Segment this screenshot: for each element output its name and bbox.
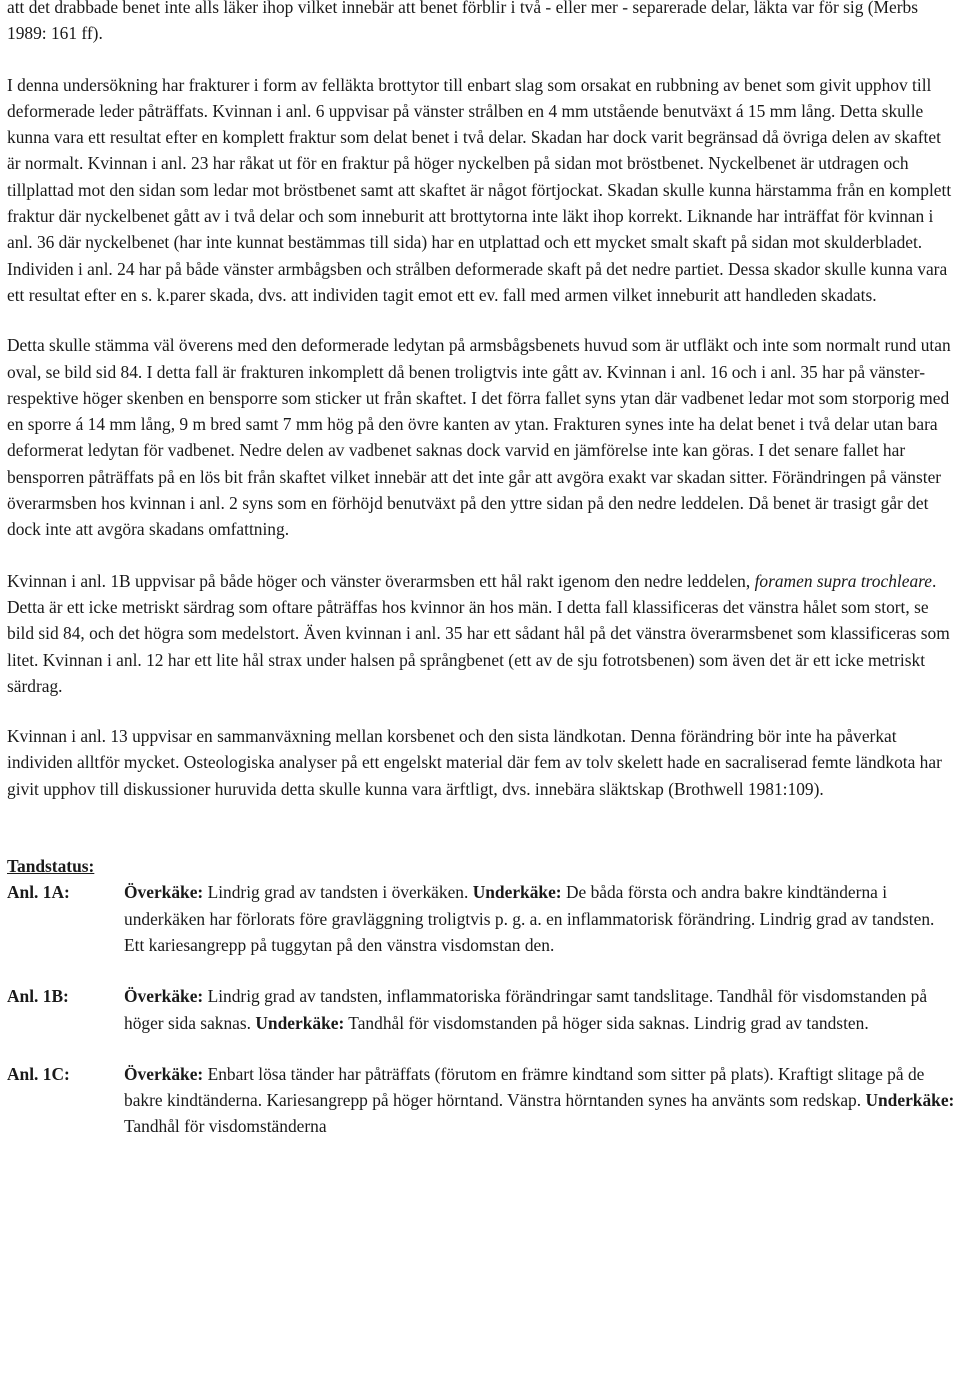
tooth-finding-text: Lindrig grad av tandsten i överkäken. (203, 882, 473, 903)
jaw-label: Underkäke: (255, 1012, 345, 1033)
paragraph-text-start: Kvinnan i anl. 1B uppvisar på både höger och vänster överarmsben ett hål rakt igenom den nedre leddelen, (7, 570, 755, 591)
paragraph-foramen-supra-trochleare (7, 568, 958, 699)
tooth-entry (7, 879, 958, 958)
tooth-entry-label: Anl. 1C: (7, 1063, 70, 1084)
tandstatus-section (7, 853, 958, 1140)
tooth-finding-text: Lindrig grad av tandsten, inflammatoriska förändringar samt tandslitage. Tandhål för visdomstanden på höger sida saknas. (124, 986, 928, 1033)
tooth-finding-text: Tandhål för visdomständerna (124, 1116, 327, 1137)
tooth-entry-label: Anl. 1A: (7, 882, 70, 903)
paragraph-fractures-survey: I denna undersökning har frakturer i form av felläkta brottytor till enbart slag som orsakat en rubbning av benet som givit upphov till deformerade leder påträffats. Kvinnan i anl. 6 uppvisar på vänster strålben en 4 mm utstående benutväxt á 15 mm lång. Detta skulle kunna vara ett resultat efter en komplett fraktur som delat benet i två delar. Skadan har dock varit begränsad då övriga delen av skaftet är normalt. Kvinnan i anl. 23 har råkat ut för en fraktur på höger nyckelben på sidan mot bröstbenet. Nyckelbenet är utdragen och tillplattad mot den sidan som ledar mot bröstbenet samt att skaftet är något förtjockat. Skadan skulle kunna härstamma från en komplett fraktur där nyckelbenet gått av i två delar och som inneburit att brottytorna inte läkt ihop korrekt. Liknande har inträffat för kvinnan i anl. 36 där nyckelbenet (har inte kunnat bestämmas till sida) har en utplattad och ett mycket smalt skaft på sidan mot skulderbladet. Individen i anl. 24 har på både vänster armbågsben och strålben deformerade skaft på det nedre partiet. Dessa skador skulle kunna vara ett resultat efter en s. k.parer skada, dvs. att individen tagit emot ett ev. fall med armen vilket inneburit att handleden skadats. (7, 74, 952, 305)
paragraph-fracture-healing: att det drabbade benet inte alls läker ihop vilket innebär att benet förblir i två - eller mer - separerade delar, läkta var för sig (Merbs 1989: 161 ff). (7, 0, 918, 44)
tooth-entry (7, 1061, 958, 1140)
tooth-entry (7, 983, 958, 1036)
tooth-entry-description (124, 983, 958, 1036)
tooth-entries (7, 879, 958, 1139)
tooth-entry-description (124, 1061, 958, 1140)
tooth-finding-text: Tandhål för visdomstanden på höger sida saknas. Lindrig grad av tandsten. (344, 1012, 869, 1033)
jaw-label: Överkäke: (124, 882, 204, 903)
tooth-finding-text: Enbart lösa tänder har påträffats (förutom en främre kindtand som sitter på plats). Kraftigt slitage på de bakre kindtänderna. Kariesangrepp på höger hörntand. Vänstra hörntanden synes ha använts som redskap. (124, 1063, 925, 1111)
paragraph-incomplete-fractures: Detta skulle stämma väl överens med den deformerade ledytan på armsbågsbenets huvud som är utfläkt och inte som normalt rund utan oval, se bild sid 84. I detta fall är frakturen inkomplett då benen troligtvis inte gått av. Kvinnan i anl. 16 och i anl. 35 har på vänster- respektive höger skenben en bensporre som sticker ut från skaftet. I det förra fallet syns ytan där vadbenet ledar mot som storporig med en sporre á 14 mm lång, 9 m bred samt 7 mm hög på den övre kanten av ytan. Frakturen synes inte ha delat benet i två delar utan bara deformerat ledytan för vadbenet. Nedre delen av vadbenet saknas dock varvid en jämförelse inte kan göras. I det senare fallet har bensporren påträffats på en lös bit från skaftet vilket innebär att det inte går att avgöra exakt var skadan sitter. Förändringen på vänster överarmsben hos kvinnan i anl. 2 syns som en förhöjd benutväxt på den yttre sidan på den nedre leddelen. Då benet är trasigt går det dock inte att avgöra skadans omfattning. (7, 335, 951, 540)
tooth-finding-text: De båda första och andra bakre kindtänderna i underkäken har förlorats före gravläggning troligtvis p. g. a. en inflammatorisk förändring. Lindrig grad av tandsten. Ett kariesangrepp på tuggytan på den vänstra visdomstan den. (124, 882, 935, 955)
tooth-entry-description (124, 879, 958, 958)
paragraph-text-end: . Detta är ett icke metriskt särdrag som oftare påträffas hos kvinnor än hos män. I detta fall klassificeras det vänstra hålet som stort, se bild sid 84, och det högra som medelstort. Även kvinnan i anl. 35 har ett sådant hål på det vänstra överarmsbenet som klassificeras som litet. Kvinnan i anl. 12 har ett lite hål strax under halsen på språngbenet (ett av de sju fotrotsbenen) som även det är ett icke metriskt särdrag. (7, 570, 950, 696)
paragraph-sacralisation: Kvinnan i anl. 13 uppvisar en sammanväxning mellan korsbenet och den sista ländkotan. Denna förändring bör inte ha påverkat individen alltför mycket. Osteologiska analyser på ett engelskt material där fem av tolv skelett hade en sacraliserad femte ländkota har givit upphov till diskussioner huruvida detta skulle kunna vara ärftligt, dvs. innebära släktskap (Brothwell 1981:109). (7, 726, 942, 799)
jaw-label: Överkäke: (124, 986, 204, 1007)
jaw-label: Underkäke: (865, 1090, 955, 1111)
latin-term: foramen supra trochleare (754, 570, 932, 591)
jaw-label: Underkäke: (472, 882, 562, 903)
tandstatus-heading: Tandstatus: (7, 856, 95, 877)
jaw-label: Överkäke: (124, 1063, 204, 1084)
tooth-entry-label: Anl. 1B: (7, 986, 69, 1007)
